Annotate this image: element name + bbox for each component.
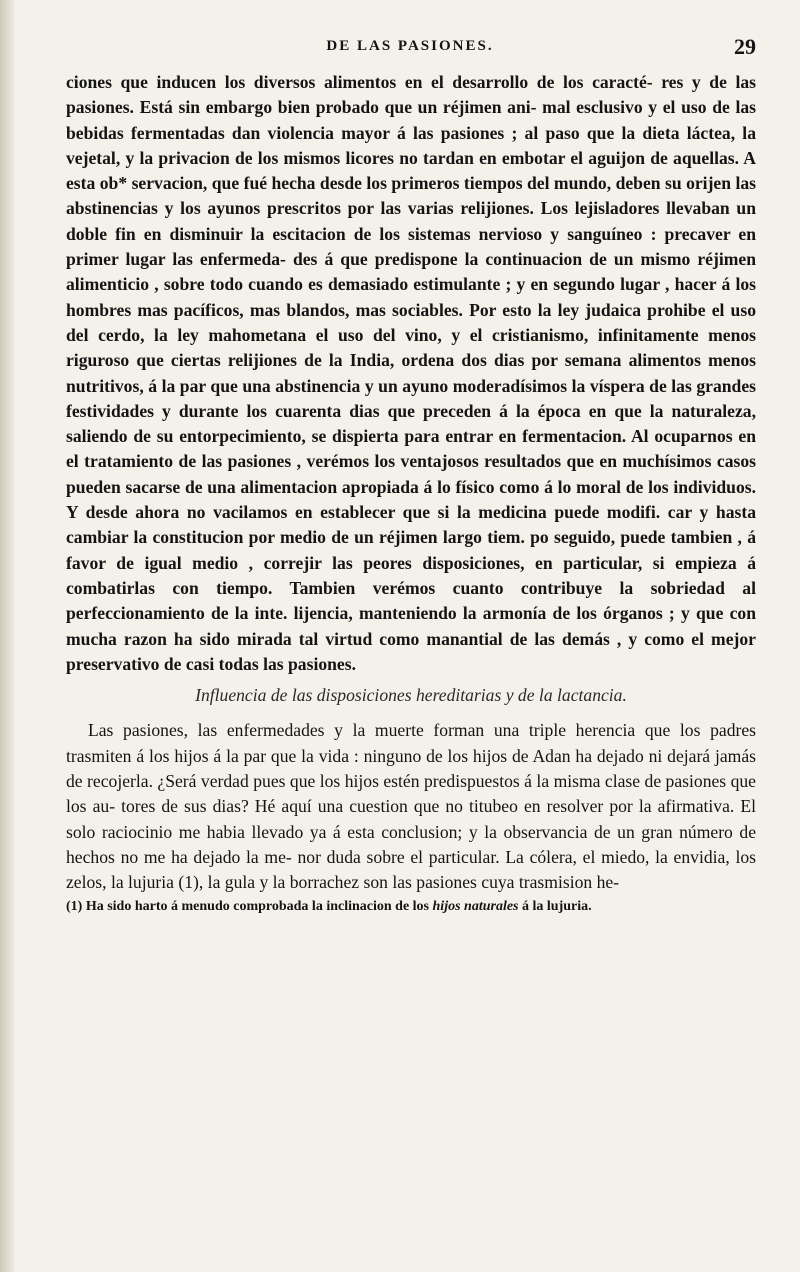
book-spine-shadow <box>0 0 14 1272</box>
footnote-italic-text: hijos naturales <box>432 898 519 914</box>
page-body <box>66 70 756 916</box>
footnote-marker: (1) <box>66 898 83 914</box>
page-number: 29 <box>734 34 756 59</box>
running-head: DE LAS PASIONES. <box>326 38 494 54</box>
page-header <box>60 34 760 62</box>
paragraph: Las pasiones, las enfermedades y la muerte forman una triple herencia que los padres trasmiten á los hijos á la par que la vida : ninguno de los hijos de Adan ha dejado ni dejará jamás de recojerla. ¿Será verdad pues que los hijos estén predispuestos á la misma clase de pasiones que los au- tores de sus dias? Hé aquí una cuestion que no titubeo en resolver por la afirmativa. El solo raciocinio me habia llevado ya á esta conclusion; y la observancia de un gran número de hechos no me ha dejado la me- nor duda sobre el particular. La cólera, el miedo, la envidia, los zelos, la lujuria (1), la gula y la borrachez son las pasiones cuya trasmision he- <box>66 720 756 893</box>
paragraph: ciones que inducen los diversos alimentos en el desarrollo de los caracté- res y de las pasiones. Está sin embargo bien probado que un réjimen ani- mal esclusivo y el uso de las bebidas fermentadas dan violencia mayor á las pasiones ; al paso que la dieta láctea, la vejetal, y la privacion de los mismos licores no tardan en embotar el aguijon de aquellas. A esta ob* servacion, que fué hecha desde los primeros tiempos del mundo, deben su orijen las abstinencias y los ayunos prescritos por las varias relijiones. Los lejisladores llevaban un doble fin en disminuir la escitacion de los sistemas nervioso y sanguíneo : precaver en primer lugar las enfermeda- des á que predispone la continuacion de un mismo réjimen alimenticio , sobre todo cuando es demasiado estimulante ; y en segundo lugar , hacer á los hombres mas pacíficos, mas blandos, mas sociables. Por esto la ley judaica prohibe el uso del cerdo, la ley mahometana el uso del vino, y el cristianismo, infinitamente menos riguroso que ciertas relijiones de la India, ordena dos dias por semana alimentos menos nutritivos, á la par que una abstinencia y un ayuno moderadísimos la víspera de las grandes festividades y durante los cuarenta dias que preceden á la época en que la naturaleza, saliendo de su entorpecimiento, se dispierta para entrar en fermentacion. Al ocuparnos en el tratamiento de las pasiones , verémos los ventajosos resultados que en muchísimos casos pueden sacarse de una alimentacion apropiada á lo físico como á lo moral de los individuos. Y desde ahora no vacilamos en establecer que si la medicina puede modifi. car y hasta cambiar la constitucion por medio de un réjimen largo tiem. po seguido, puede tambien , á favor de igual medio , correjir las peores disposiciones, en particular, si empieza á combatirlas con tiempo. Tambien verémos cuanto contribuye la sobriedad al perfeccionamiento de la inte. lijencia, manteniendo la armonía de los órganos ; y que con mucha razon ha sido mirada tal virtud como manantial de las demás , y como el mejor preservativo de casi todas las pasiones. <box>66 72 756 674</box>
section-title: Influencia de las disposiciones hereditarias y de la lactancia. <box>195 685 627 706</box>
footnote <box>66 898 756 916</box>
footnote-text: Ha sido harto á menudo comprobada la inclinacion de los <box>85 898 430 914</box>
footnote-text-end: á la lujuria. <box>522 898 592 914</box>
